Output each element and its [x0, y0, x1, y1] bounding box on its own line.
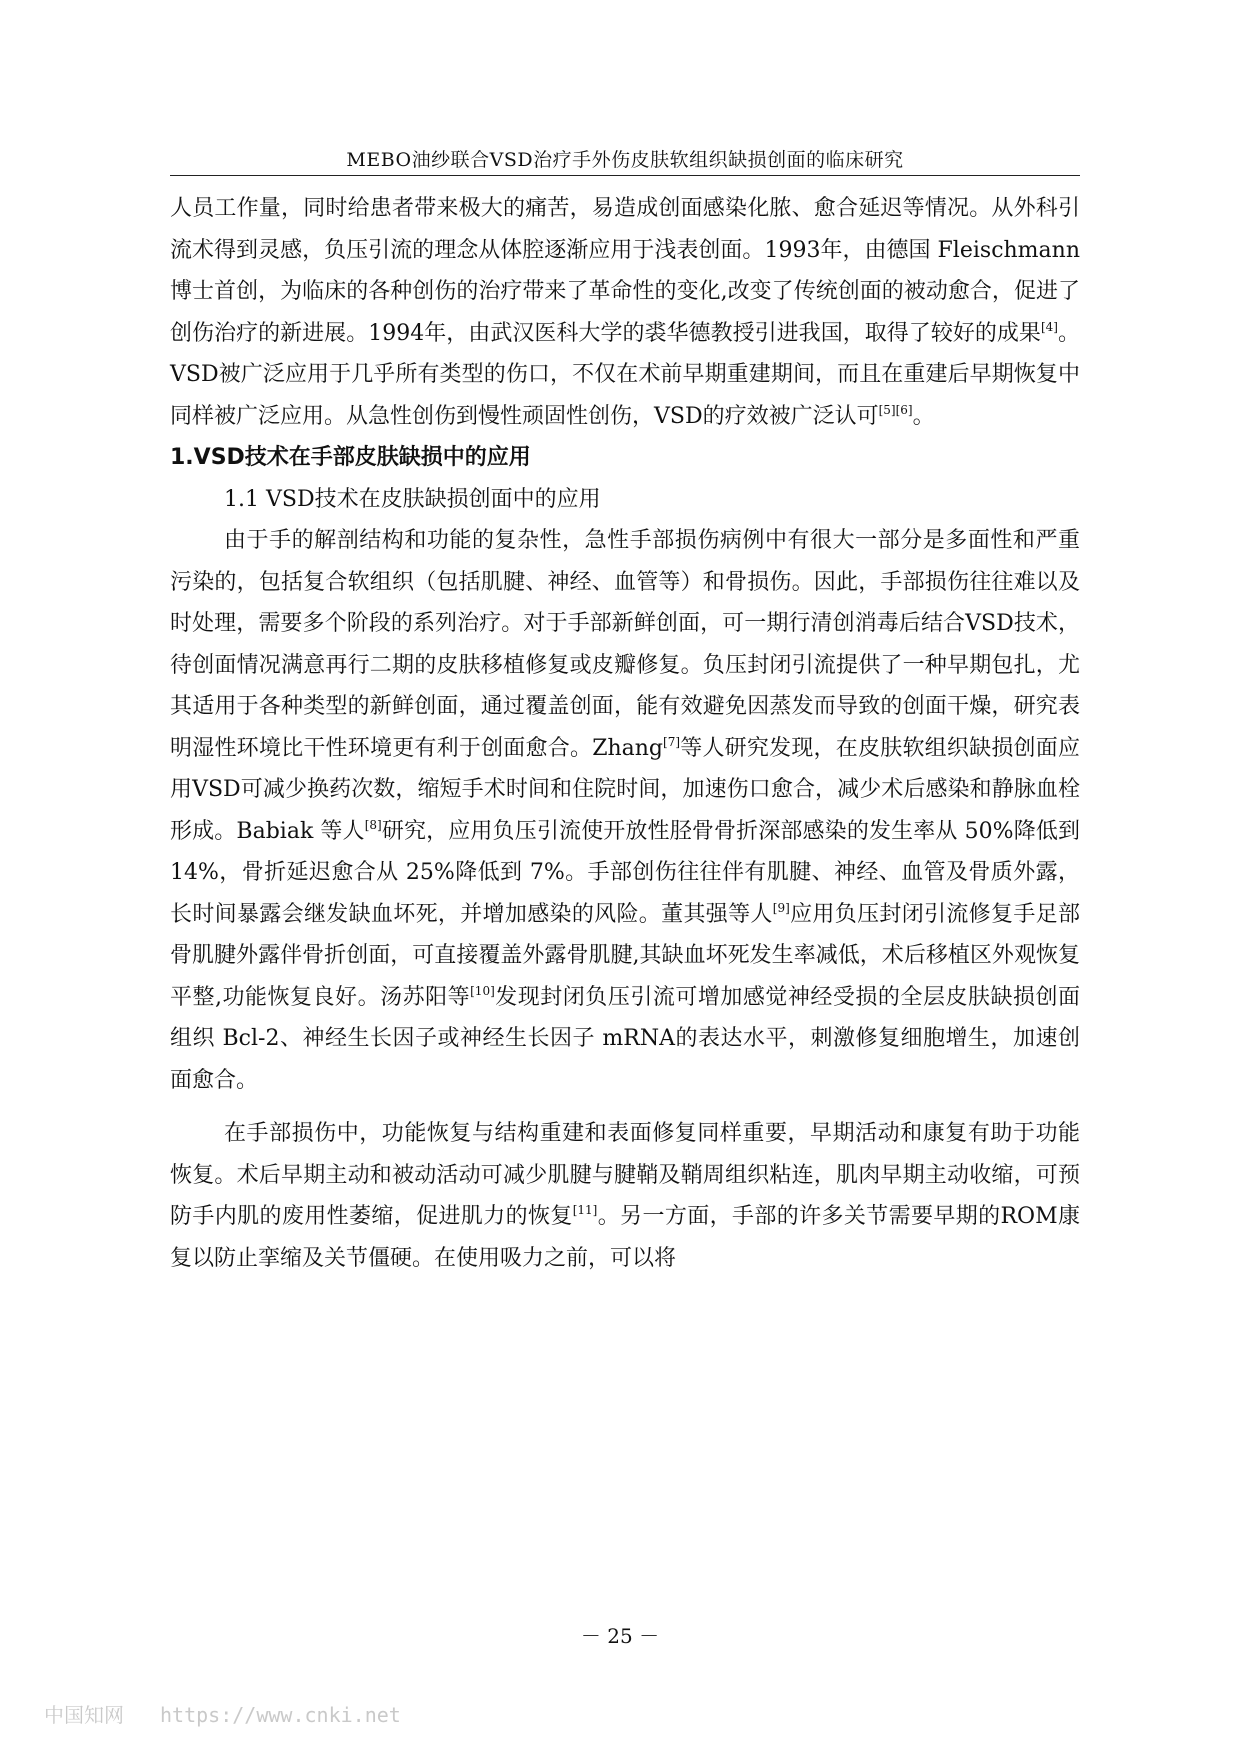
watermark-brand: 中国知网: [44, 1703, 124, 1727]
header-divider: [170, 175, 1080, 176]
section-heading: 1.VSD技术在手部皮肤缺损中的应用: [170, 445, 531, 470]
running-title: MEBO油纱联合VSD治疗手外伤皮肤软组织缺损创面的临床研究: [346, 149, 904, 171]
page-number: － 25 －: [580, 1624, 660, 1648]
paragraph-text: 由于手的解剖结构和功能的复杂性，急性手部损伤病例中有很大一部分是多面性和严重污染的，包括复合软组织（包括肌腱、神经、血管等）和骨损伤。因此，手部损伤往往难以及时处理，需要多个阶段的系列治疗。对于手部新鲜创面，可一期行清创消毒后结合VSD技术，待创面情况满意再行二期的皮肤移植修复或皮瓣修复。负压封闭引流提供了一种早期包扎，尤其适用于各种类型的新鲜创面，通过覆盖创面，能有效避免因蒸发而导致的创面干燥，研究表明湿性环境比干性环境更有利于创面愈合。Zhang: [170, 528, 1080, 761]
citation: [8]: [364, 817, 382, 832]
citation: [9]: [772, 900, 790, 915]
citation: [7]: [663, 734, 681, 749]
watermark-url: https://www.cnki.net: [160, 1703, 401, 1727]
citation: [4]: [1040, 319, 1058, 334]
paragraph-text: 等人研究发现，在皮肤软组织缺损创面应用VSD可减少换药次数，缩短手术时间和住院时间，加速伤口愈合，减少术后感染和静脉血栓形成。Babiak 等人: [170, 735, 1080, 844]
paragraph-text: 人员工作量，同时给患者带来极大的痛苦，易造成创面感染化脓、愈合延迟等情况。从外科引流术得到灵感，负压引流的理念从体腔逐渐应用于浅表创面。1993年，由德国 Fleischmann 博士首创，为临床的各种创伤的治疗带来了革命性的变化,改变了传统创面的被动愈合，促进了创伤治疗的新进展。1994年，由武汉医科大学的裘华德教授引进我国，取得了较好的成果: [170, 196, 1080, 346]
paragraph-text: 在手部损伤中，功能恢复与结构重建和表面修复同样重要，早期活动和康复有助于功能恢复。术后早期主动和被动活动可减少肌腱与腱鞘及鞘周组织粘连，肌肉早期主动收缩，可预防手内肌的废用性萎缩，促进肌力的恢复: [170, 1121, 1080, 1229]
citation: [10]: [470, 983, 495, 998]
subsection-heading: 1.1 VSD技术在皮肤缺损创面中的应用: [224, 486, 601, 512]
paragraph-text: 应用负压封闭引流修复手足部骨肌腱外露伴骨折创面，可直接覆盖外露骨肌腱,其缺血坏死发生率减低，术后移植区外观恢复平整,功能恢复良好。汤苏阳等: [170, 901, 1080, 1010]
paragraph-functional-recovery: [170, 1113, 1080, 1279]
paragraph-text: 。VSD被广泛应用于几乎所有类型的伤口，不仅在术前早期重建期间，而且在重建后早期恢复中同样被广泛应用。从急性创伤到慢性顽固性创伤，VSD的疗效被广泛认可: [170, 320, 1080, 429]
paragraph-text: 。: [912, 403, 935, 429]
paragraph-text: 研究，应用负压引流使开放性胫骨骨折深部感染的发生率从 50%降低到 14%，骨折延迟愈合从 25%降低到 7%。手部创伤往往伴有肌腱、神经、血管及骨质外露，长时间暴露会继发缺血坏死，并增加感染的风险。董其强等人: [170, 818, 1080, 927]
paragraph-text: 。另一方面，手部的许多关节需要早期的ROM康复以防止挛缩及关节僵硬。在使用吸力之前，可以将: [170, 1204, 1080, 1271]
paragraph-text: 发现封闭负压引流可增加感觉神经受损的全层皮肤缺损创面组织 Bcl-2、神经生长因子或神经生长因子 mRNA的表达水平，刺激修复细胞增生，加速创面愈合。: [170, 984, 1080, 1093]
paragraph-intro: [170, 188, 1080, 437]
citation: [5][6]: [878, 402, 913, 417]
cnki-watermark: [44, 1702, 401, 1728]
document-body: [170, 188, 1080, 1279]
citation: [11]: [572, 1203, 598, 1217]
paragraph-vsd-application: [170, 520, 1080, 1101]
